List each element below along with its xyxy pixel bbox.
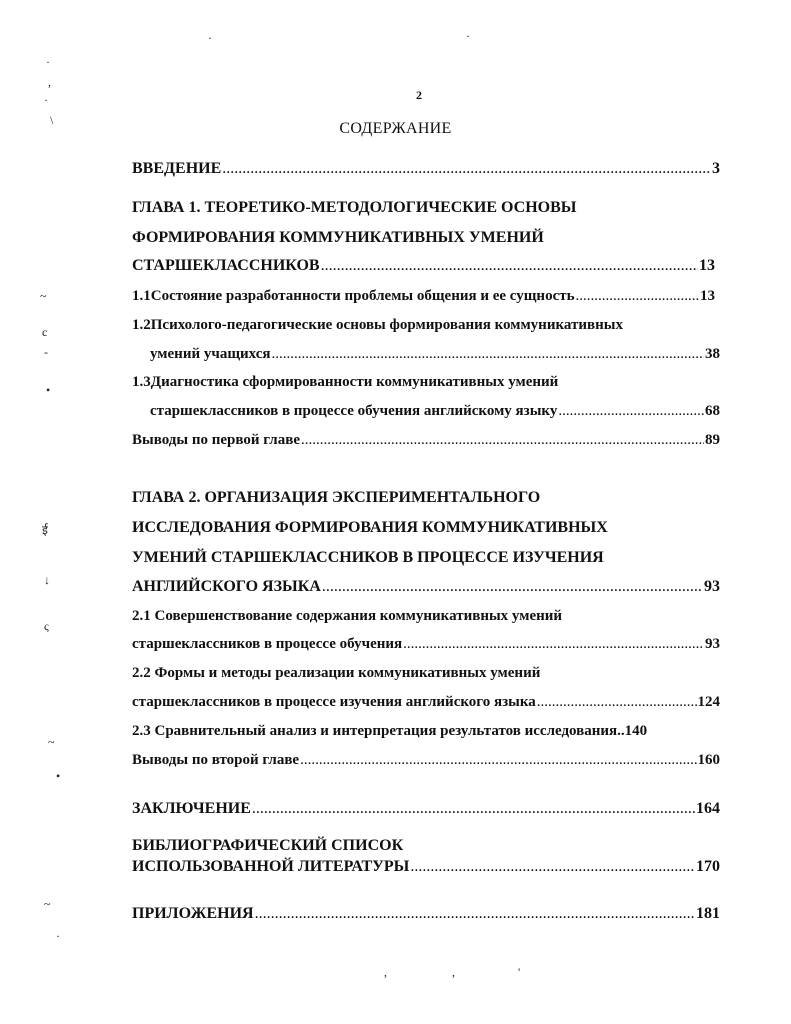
toc-entry-chapter1-conclusion	[132, 430, 720, 450]
toc-entry-label: 1.3Диагностика сформированности коммуникативных умений	[132, 374, 559, 390]
scan-speck: -	[44, 345, 48, 359]
toc-entry-page: 93	[705, 636, 720, 652]
toc-entry-page: 68	[705, 403, 720, 419]
scan-speck: ,	[48, 75, 51, 89]
scan-speck: ·	[56, 929, 60, 943]
toc-entry-1-3	[150, 401, 720, 421]
scan-speck: ~	[40, 289, 47, 303]
toc-entry-label: ВВЕДЕНИЕ	[132, 160, 222, 177]
chapter2-title-line1: ГЛАВА 2. ОРГАНИЗАЦИЯ ЭКСПЕРИМЕНТАЛЬНОГО	[132, 489, 541, 506]
toc-entry-1-1	[132, 286, 715, 306]
toc-entry-label: 2.2 Формы и методы реализации коммуникативных умений	[132, 665, 541, 681]
scan-speck: ,	[384, 965, 387, 979]
toc-entry-bibliography	[132, 857, 720, 877]
leader-dots	[300, 750, 696, 770]
toc-entry-label: АНГЛИЙСКОГО ЯЗЫКА	[132, 578, 321, 595]
toc-entry-2-3	[132, 721, 720, 741]
toc-entry-appendix	[132, 904, 720, 924]
scan-speck: ,	[452, 965, 455, 979]
scan-speck: ς	[44, 619, 49, 633]
toc-entry-label: СТАРШЕКЛАССНИКОВ	[132, 257, 320, 274]
chapter2-title-line3: УМЕНИЙ СТАРШЕКЛАССНИКОВ В ПРОЦЕССЕ ИЗУЧЕНИЯ	[132, 549, 604, 566]
toc-entry-2-2-line1	[132, 663, 720, 683]
leader-dots	[576, 286, 699, 306]
page-number: 2	[416, 88, 422, 102]
toc-entry-label: ПРИЛОЖЕНИЯ	[132, 905, 254, 922]
toc-entry-page: 38	[705, 346, 720, 362]
scan-speck: ~	[44, 897, 51, 911]
leader-dots	[321, 256, 698, 276]
toc-entry-label: 2.1 Совершенствование содержания коммуникативных умений	[132, 608, 563, 624]
toc-entry-1-2	[150, 344, 720, 364]
leader-dots	[255, 904, 695, 924]
toc-entry-2-1-line1	[132, 606, 720, 626]
scan-speck: ·	[208, 31, 212, 45]
toc-entry-page: 13	[699, 257, 715, 274]
toc-entry-label: Выводы по первой главе	[132, 432, 300, 448]
toc-entry-page: 170	[696, 858, 720, 875]
scan-speck: c	[42, 325, 48, 339]
toc-entry-page: 164	[696, 800, 720, 817]
leader-dots	[252, 799, 695, 819]
scan-speck: ↓	[44, 573, 50, 587]
toc-entry-page: 181	[696, 905, 720, 922]
toc-entry-page: 13	[700, 288, 715, 304]
toc-entry-page: 140	[624, 723, 648, 739]
toc-entry-1-2-line1	[132, 315, 720, 335]
leader-dots	[537, 692, 697, 712]
toc-entry-2-2	[132, 692, 720, 712]
leader-dots	[410, 857, 695, 877]
toc-entry-label: старшеклассников в процессе изучения английского языка	[132, 694, 536, 710]
toc-entry-label: старшеклассников в процессе обучения	[132, 636, 403, 652]
toc-entry-chapter2	[132, 577, 720, 597]
chapter2-title-line2: ИССЛЕДОВАНИЯ ФОРМИРОВАНИЯ КОММУНИКАТИВНЫХ	[132, 519, 608, 536]
toc-entry-label: умений учащихся	[150, 346, 271, 362]
toc-entry-chapter2-conclusion	[132, 750, 720, 770]
leader-dots	[222, 159, 711, 179]
toc-entry-label: 2.3 Сравнительный анализ и интерпретация результатов исследования..	[132, 723, 625, 739]
toc-entry-label: 1.2Психолого-педагогические основы формирования коммуникативных	[132, 317, 623, 333]
toc-entry-label: 1.1Состояние разработанности проблемы общения и ее сущность	[132, 288, 575, 304]
toc-entry-page: 124	[697, 694, 720, 710]
toc-entry-label: ИСПОЛЬЗОВАННОЙ ЛИТЕРАТУРЫ	[132, 858, 410, 875]
scan-speck: ·	[466, 29, 470, 43]
scan-speck: ·	[46, 55, 50, 69]
chapter1-title-line2: ФОРМИРОВАНИЯ КОММУНИКАТИВНЫХ УМЕНИЙ	[132, 229, 544, 246]
toc-entry-page: 160	[697, 752, 720, 768]
toc-entry-page: 3	[712, 160, 720, 177]
leader-dots	[403, 634, 704, 654]
bibliography-title-line1: БИБЛИОГРАФИЧЕСКИЙ СПИСОК	[132, 837, 404, 854]
toc-entry-page: 93	[704, 578, 720, 595]
toc-entry-label: Выводы по второй главе	[132, 752, 300, 768]
scan-speck: •	[46, 383, 51, 397]
toc-entry-2-1	[132, 634, 720, 654]
scan-speck: ई	[42, 523, 48, 537]
toc-entry-label: старшеклассников в процессе обучения английскому языку	[150, 403, 558, 419]
toc-entry-page: 89	[705, 432, 720, 448]
toc-entry-conclusion	[132, 799, 720, 819]
leader-dots	[558, 401, 704, 421]
leader-dots	[322, 577, 703, 597]
scan-speck: \	[50, 113, 54, 127]
toc-title: СОДЕРЖАНИЕ	[339, 120, 452, 137]
scan-speck: ·	[44, 93, 48, 107]
leader-dots	[301, 430, 704, 450]
scan-speck: '	[518, 965, 521, 979]
toc-entry-intro	[132, 159, 720, 179]
toc-entry-chapter1	[132, 256, 715, 276]
toc-entry-label: ЗАКЛЮЧЕНИЕ	[132, 800, 251, 817]
scan-speck: ~	[48, 735, 55, 749]
scan-speck: •	[56, 769, 61, 783]
toc-entry-1-3-line1	[132, 372, 720, 392]
chapter1-title-line1: ГЛАВА 1. ТЕОРЕТИКО-МЕТОДОЛОГИЧЕСКИЕ ОСНОВЫ	[132, 199, 577, 216]
leader-dots	[271, 344, 704, 364]
